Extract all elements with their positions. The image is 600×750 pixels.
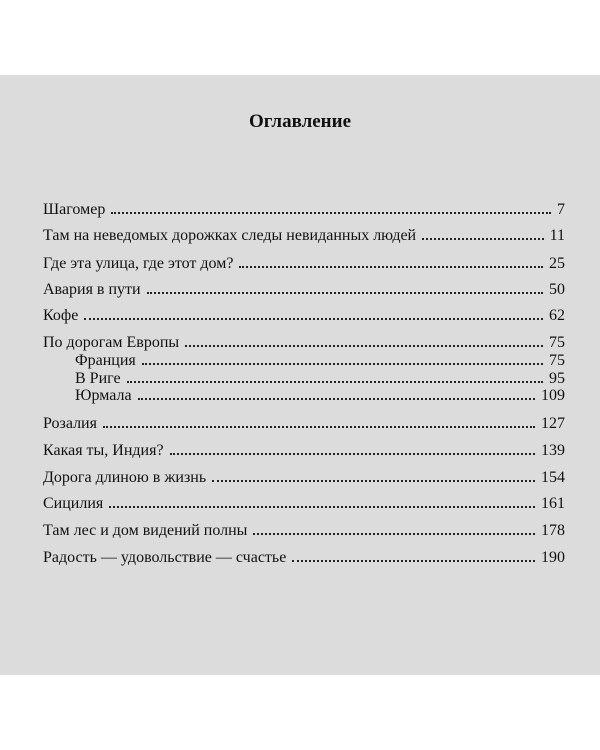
toc-entry-page: 161	[541, 495, 565, 512]
toc-entry	[43, 255, 565, 273]
toc-entry	[43, 307, 565, 325]
toc-entry-page: 127	[541, 415, 565, 432]
dot-leader	[111, 212, 551, 214]
dot-leader	[292, 560, 535, 562]
toc-entry-page: 75	[549, 334, 565, 351]
toc-entry	[43, 522, 565, 540]
dot-leader	[84, 318, 543, 320]
toc-entry-label: Франция	[75, 352, 136, 369]
toc-entry-label: Радость — удовольствие — счастье	[43, 549, 287, 566]
toc-entry	[43, 281, 565, 299]
dot-leader	[127, 381, 543, 383]
toc-entry-page: 62	[549, 307, 565, 324]
dot-leader	[103, 426, 535, 428]
toc-subentry	[43, 370, 565, 388]
toc-entry-label: Там лес и дом видений полны	[43, 522, 248, 539]
toc-entry-label: Где эта улица, где этот дом?	[43, 255, 234, 272]
toc-entry-label: Там на неведомых дорожках следы невиданных людей	[43, 227, 417, 244]
toc-entry-page: 25	[549, 255, 565, 272]
dot-leader	[185, 345, 543, 347]
dot-leader	[138, 398, 535, 400]
toc-subentry	[43, 387, 565, 405]
toc-entry-label: Кофе	[43, 307, 79, 324]
page-title: Оглавление	[248, 111, 352, 132]
toc-entry-label: Какая ты, Индия?	[43, 442, 164, 459]
toc-entry-page: 109	[541, 387, 565, 404]
toc-entry-page: 190	[541, 549, 565, 566]
toc-entry-page: 75	[549, 352, 565, 369]
toc-entry-page: 95	[549, 370, 565, 387]
toc-entry	[43, 415, 565, 433]
toc-entry	[43, 334, 565, 352]
toc-entry-label: Шагомер	[43, 201, 106, 218]
toc-entry-label: Дорога длиною в жизнь	[43, 469, 207, 486]
toc-entry	[43, 549, 565, 567]
toc-entry-label: Юрмала	[75, 387, 132, 404]
toc-entry-label: Розалия	[43, 415, 97, 432]
toc-entry-page: 50	[549, 281, 565, 298]
dot-leader	[147, 292, 543, 294]
dot-leader	[253, 533, 535, 535]
toc-subentry	[43, 352, 565, 370]
toc-entry	[43, 201, 565, 219]
toc-entry-page: 7	[557, 201, 565, 218]
toc-entry	[43, 227, 565, 245]
dot-leader	[170, 453, 535, 455]
toc-entry-label: По дорогам Европы	[43, 334, 180, 351]
dot-leader	[212, 480, 535, 482]
dot-leader	[422, 238, 543, 240]
toc-entry	[43, 442, 565, 460]
toc-entry	[43, 469, 565, 487]
toc-entry-label: В Риге	[75, 370, 121, 387]
book-page	[0, 75, 600, 675]
dot-leader	[239, 266, 543, 268]
toc-entry-page: 154	[541, 469, 565, 486]
toc-entry-page: 11	[549, 227, 565, 244]
dot-leader	[142, 363, 543, 365]
toc-entry	[43, 495, 565, 513]
toc-entry-label: Сицилия	[43, 495, 104, 512]
toc-entry-page: 139	[541, 442, 565, 459]
dot-leader	[109, 506, 535, 508]
toc-entry-page: 178	[541, 522, 565, 539]
show-through-text	[150, 175, 530, 645]
toc-entry-label: Авария в пути	[43, 281, 141, 298]
